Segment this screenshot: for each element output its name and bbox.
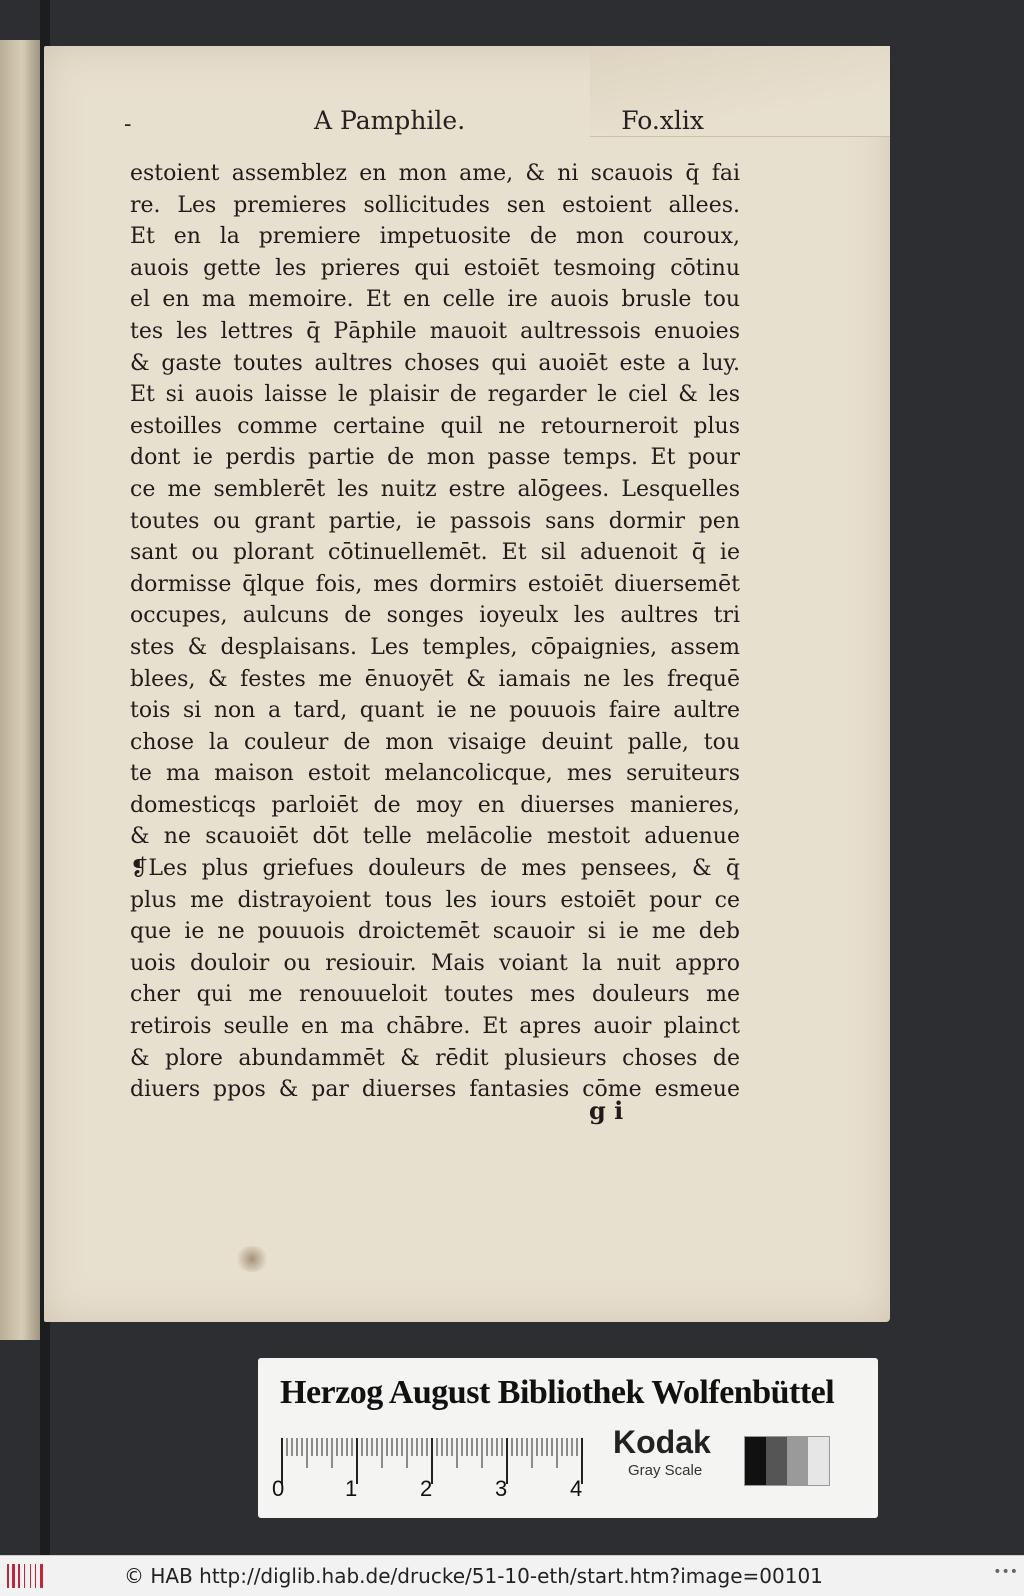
text-line: tois si non a tard, quant ie ne pouuois faire aultre [130, 698, 740, 724]
gray-patch [787, 1437, 808, 1485]
kodak-subtitle: Gray Scale [628, 1462, 703, 1479]
text-line: te ma maison estoit melancolicque, mes seruiteurs [130, 761, 740, 787]
text-line: dont ie perdis partie de mon passe temps. Et pour [130, 445, 740, 471]
text-line: el en ma memoire. Et en celle ire auois brusle tou [130, 287, 740, 313]
text-line: dormisse q̄lque fois, mes dormirs estoiēt diuersemēt [130, 571, 740, 597]
kodak-logo: Kodak [613, 1424, 711, 1460]
barcode-bar [12, 1564, 15, 1588]
text-line: sant ou plorant cōtinuellemēt. Et sil aduenoit q̄ ie [130, 540, 740, 566]
text-line: diuers ppos & par diuerses fantasies cōme esmeue [130, 1077, 740, 1103]
text-line: retirois seulle en ma chābre. Et apres auoir plainct [130, 1014, 740, 1040]
paper-stain [234, 1246, 270, 1272]
ruler-number: 3 [495, 1476, 508, 1501]
gray-patch [745, 1437, 766, 1485]
running-title: A Pamphile. [314, 106, 466, 135]
gray-patch [808, 1437, 829, 1485]
text-line: toutes ou grant partie, ie passois sans dormir pen [130, 508, 740, 534]
header-dash: - [124, 112, 132, 137]
ruler-number: 0 [272, 1476, 285, 1501]
barcode-bar [30, 1564, 31, 1588]
text-line: Et en la premiere impetuosite de mon couroux, [130, 224, 740, 250]
barcode-bar [24, 1564, 25, 1588]
barcode-bar [35, 1564, 36, 1588]
text-line: blees, & festes me ēnuoyēt & iamais ne les frequē [130, 666, 740, 692]
ruler-number: 1 [345, 1476, 358, 1501]
text-line: occupes, aulcuns de songes ioyeulx les aultres tri [130, 603, 740, 629]
library-color-card [258, 1358, 878, 1518]
barcode-icon [6, 1562, 50, 1590]
text-line: Et si auois laisse le plaisir de regarder le ciel & les [130, 382, 740, 408]
page-header [124, 106, 704, 146]
barcode-bar [7, 1564, 9, 1588]
book-page [44, 46, 890, 1322]
folio-number: Fo.xlix [621, 106, 704, 135]
text-line: estoient assemblez en mon ame, & ni scauois q̄ fai [130, 161, 740, 186]
text-line: & gaste toutes aultres choses qui auoiēt este a luy. [130, 350, 740, 376]
footer-bar [0, 1555, 1024, 1596]
text-line: que ie ne pouuois droictemēt scauoir si ie me deb [130, 919, 740, 945]
gray-patch [766, 1437, 787, 1485]
ruler-numbers [272, 1476, 592, 1506]
text-line: & ne scauoiēt dōt telle melācolie mestoit aduenue [130, 824, 740, 850]
text-line: ❡Les plus griefues douleurs de mes pensees, & q̄ [130, 856, 740, 882]
ruler-number: 4 [570, 1476, 583, 1501]
text-line: re. Les premieres sollicitudes sen estoient allees. [130, 192, 740, 218]
text-line: tes les lettres q̄ Pāphile mauoit aultressois enuoies [130, 318, 740, 344]
gray-scale-patches [744, 1436, 830, 1486]
text-line: estoilles comme certaine quil ne retourneroit plus [130, 413, 740, 439]
more-options-icon[interactable]: ••• [993, 1564, 1018, 1580]
text-line: stes & desplaisans. Les temples, cōpaignies, assem [130, 634, 740, 660]
barcode-bar [40, 1564, 43, 1588]
signature-mark: g i [589, 1096, 624, 1125]
facing-page-edge [0, 40, 40, 1340]
text-line: chose la couleur de mon visaige deuint palle, tou [130, 729, 740, 755]
text-line: & plore abundammēt & rēdit plusieurs choses de [130, 1045, 740, 1071]
text-line: ce me semblerēt les nuitz estre alōgees. Lesquelles [130, 476, 740, 502]
text-line: cher qui me renouueloit toutes mes douleurs me [130, 982, 740, 1008]
footer-credit[interactable]: © HAB http://diglib.hab.de/drucke/51-10-eth/start.htm?image=00101 [124, 1564, 823, 1588]
ruler-number: 2 [420, 1476, 433, 1501]
text-line: domesticqs parloiēt de moy en diuerses manieres, [130, 792, 740, 818]
barcode-bar [18, 1564, 20, 1588]
text-line: plus me distrayoient tous les iours estoiēt pour ce [130, 887, 740, 913]
body-text [130, 158, 740, 1106]
library-name: Herzog August Bibliothek Wolfenbüttel [280, 1374, 835, 1411]
text-line: uois douloir ou resiouir. Mais voiant la nuit appro [130, 950, 740, 976]
text-line: auois gette les prieres qui estoiēt tesmoing cōtinu [130, 255, 740, 281]
